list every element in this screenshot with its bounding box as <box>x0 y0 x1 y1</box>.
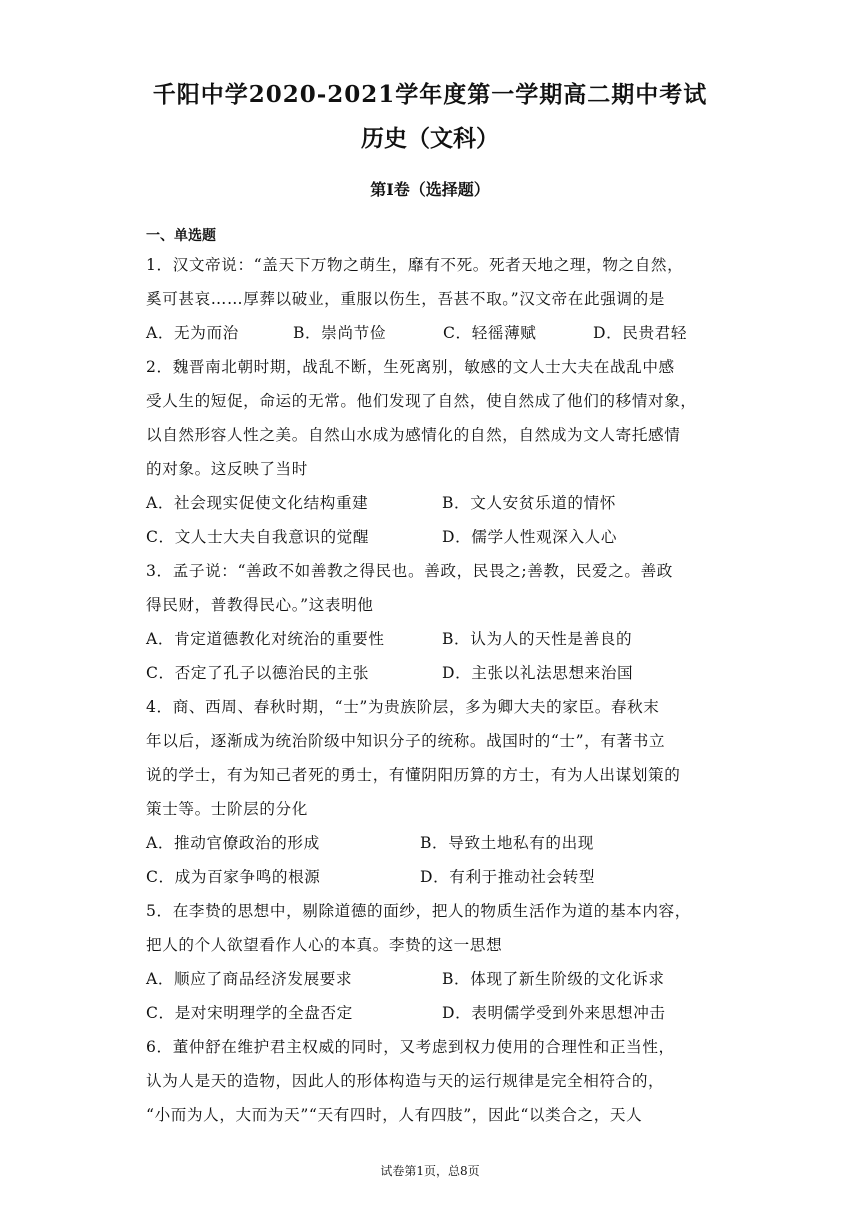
question-text-line: “小而为人，大而为天”“天有四时，人有四肢”，因此“以类合之，天人 <box>146 1106 643 1124</box>
option-b: B．认为人的天性是善良的 <box>442 630 633 648</box>
question-text-line: 策士等。士阶层的分化 <box>146 800 308 818</box>
options-row <box>146 656 726 690</box>
question-text-line: 说的学士，有为知己者死的勇士，有懂阴阳历算的方士，有为人出谋划策的 <box>146 766 681 784</box>
question-text-line: 把人的个人欲望看作人心的本真。李贽的这一思想 <box>146 936 503 954</box>
question-text-line: 得民财，普教得民心。”这表明他 <box>146 596 374 614</box>
volume-heading: 第Ⅰ卷（选择题） <box>370 180 490 199</box>
option-a: A．肯定道德教化对统治的重要性 <box>146 630 385 648</box>
question-1 <box>146 248 726 350</box>
options-row <box>146 826 726 860</box>
question-6 <box>146 1030 726 1132</box>
question-text-line: 认为人是天的造物，因此人的形体构造与天的运行规律是完全相符合的， <box>146 1072 665 1090</box>
options-row <box>146 860 726 894</box>
options-row <box>146 962 726 996</box>
question-text-line: 受人生的短促，命运的无常。他们发现了自然，使自然成了他们的移情对象， <box>146 392 697 410</box>
option-c: C．成为百家争鸣的根源 <box>146 868 321 886</box>
options-row <box>146 316 726 350</box>
option-a: A．顺应了商品经济发展要求 <box>146 970 353 988</box>
option-b: B．文人安贫乐道的情怀 <box>442 494 616 512</box>
question-text-line: 3．孟子说：“善政不如善教之得民也。善政，民畏之;善教，民爱之。善政 <box>146 562 673 580</box>
options-row <box>146 520 726 554</box>
option-c: C．是对宋明理学的全盘否定 <box>146 1004 353 1022</box>
option-d: D．主张以礼法思想来治国 <box>442 664 634 682</box>
question-4 <box>146 690 726 894</box>
option-b: B．崇尚节俭 <box>293 324 387 342</box>
option-c: C．文人士大夫自我意识的觉醒 <box>146 528 370 546</box>
exam-subject: 历史（文科） <box>361 125 499 152</box>
option-d: D．表明儒学受到外来思想冲击 <box>442 1004 666 1022</box>
options-row <box>146 622 726 656</box>
question-text-line: 奚可甚哀……厚葬以破业，重服以伤生，吾甚不取。”汉文帝在此强调的是 <box>146 290 665 308</box>
question-text-line: 2．魏晋南北朝时期，战乱不断，生死离别，敏感的文人士大夫在战乱中感 <box>146 358 675 376</box>
question-2 <box>146 350 726 554</box>
options-row <box>146 996 726 1030</box>
question-5 <box>146 894 726 1030</box>
option-d: D．儒学人性观深入人心 <box>442 528 618 546</box>
question-3 <box>146 554 726 690</box>
page-footer: 试卷第1页，总8页 <box>380 1164 480 1178</box>
question-text-line: 以自然形容人性之美。自然山水成为感情化的自然，自然成为文人寄托感情 <box>146 426 681 444</box>
question-text-line: 1．汉文帝说：“盖天下万物之萌生，靡有不死。死者天地之理，物之自然， <box>146 256 684 274</box>
question-text-line: 5．在李贽的思想中，剔除道德的面纱，把人的物质生活作为道的基本内容， <box>146 902 691 920</box>
question-text-line: 6．董仲舒在维护君主权威的同时，又考虑到权力使用的合理性和正当性， <box>146 1038 675 1056</box>
question-text-line: 4．商、西周、春秋时期，“士”为贵族阶层，多为卿大夫的家臣。春秋末 <box>146 698 660 716</box>
option-a: A．社会现实促使文化结构重建 <box>146 494 369 512</box>
option-c: C．轻徭薄赋 <box>443 324 537 342</box>
option-b: B．导致土地私有的出现 <box>420 834 594 852</box>
option-b: B．体现了新生阶级的文化诉求 <box>442 970 665 988</box>
section-heading: 一、单选题 <box>146 228 216 244</box>
option-d: D．民贵君轻 <box>593 324 688 342</box>
exam-title: 千阳中学2020-2021学年度第一学期高二期中考试 <box>152 81 708 108</box>
option-d: D．有利于推动社会转型 <box>420 868 596 886</box>
options-row <box>146 486 726 520</box>
option-a: A．推动官僚政治的形成 <box>146 834 320 852</box>
question-list <box>146 248 726 1132</box>
question-text-line: 的对象。这反映了当时 <box>146 460 308 478</box>
option-c: C．否定了孔子以德治民的主张 <box>146 664 370 682</box>
question-text-line: 年以后，逐渐成为统治阶级中知识分子的统称。战国时的“士”，有著书立 <box>146 732 666 750</box>
option-a: A．无为而治 <box>146 324 239 342</box>
